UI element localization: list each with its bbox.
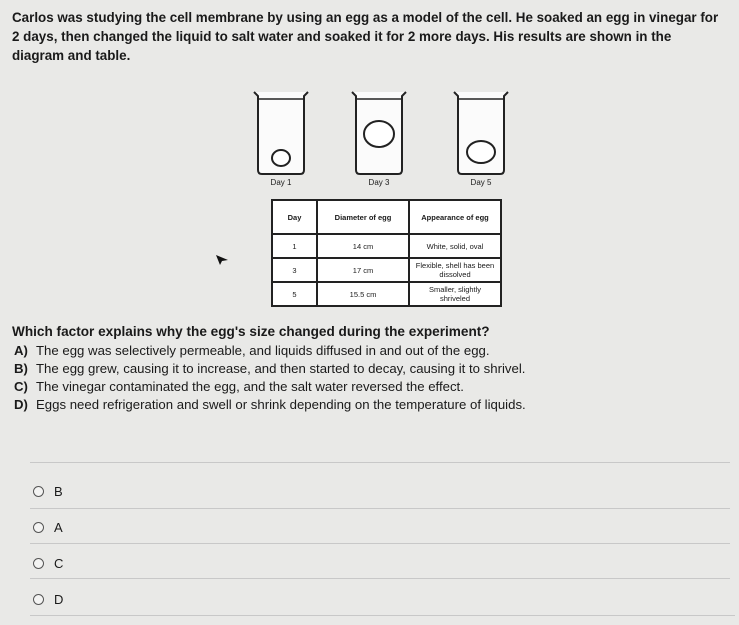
answer-option-a[interactable]: [33, 520, 63, 535]
radio-button-b[interactable]: [33, 486, 44, 497]
choice-b: [14, 360, 526, 378]
answer-option-b[interactable]: [33, 484, 63, 499]
table-header-appearance: Appearance of egg: [409, 200, 501, 234]
choice-d-letter: D): [14, 397, 28, 412]
choice-b-text: The egg grew, causing it to increase, and then started to decay, causing it to shrivel.: [36, 361, 526, 376]
answer-option-b-label: B: [54, 484, 63, 499]
question-intro-text: Carlos was studying the cell membrane by using an egg as a model of the cell. He soaked an egg in vinegar for 2 days, then changed the liquid to salt water and soaked it for 2 more days. His results are shown in the diagram and table.: [12, 10, 719, 63]
radio-button-a[interactable]: [33, 522, 44, 533]
table-cell: 1: [272, 234, 317, 258]
beaker-day-3-label: Day 3: [368, 178, 390, 187]
choice-c-text: The vinegar contaminated the egg, and the salt water reversed the effect.: [36, 379, 464, 394]
table-row: [272, 282, 501, 306]
divider: [30, 615, 735, 616]
choice-c-letter: C): [14, 379, 28, 394]
answer-option-c-label: C: [54, 556, 64, 571]
beaker-day-1-label: Day 1: [270, 178, 292, 187]
beaker-day-5: [450, 86, 512, 187]
answer-option-c[interactable]: [33, 556, 63, 571]
choice-a-text: The egg was selectively permeable, and liquids diffused in and out of the egg.: [36, 343, 490, 358]
choice-list: [14, 342, 526, 414]
table-cell: Smaller, slightly shriveled: [409, 282, 501, 306]
choice-a-letter: A): [14, 343, 28, 358]
table-cell: 15.5 cm: [317, 282, 409, 306]
table-row: [272, 258, 501, 282]
beaker-day-3-icon: [348, 86, 410, 176]
choice-b-letter: B): [14, 361, 28, 376]
beaker-day-5-icon: [450, 86, 512, 176]
table-cell: 14 cm: [317, 234, 409, 258]
radio-button-d[interactable]: [33, 594, 44, 605]
table-cell: Flexible, shell has been dissolved: [409, 258, 501, 282]
radio-button-c[interactable]: [33, 558, 44, 569]
table-cell: 5: [272, 282, 317, 306]
answer-option-a-label: A: [54, 520, 63, 535]
choice-d-text: Eggs need refrigeration and swell or shrink depending on the temperature of liquids.: [36, 397, 526, 412]
table-cell: White, solid, oval: [409, 234, 501, 258]
beaker-diagram: [250, 86, 520, 196]
beaker-day-1: [250, 86, 312, 187]
answer-option-d-label: D: [54, 592, 64, 607]
table-cell: 3: [272, 258, 317, 282]
beaker-day-1-icon: [250, 86, 312, 176]
table-header-row: [272, 200, 501, 234]
table-row: [272, 234, 501, 258]
divider: [30, 578, 730, 579]
table-header-diameter: Diameter of egg: [317, 200, 409, 234]
table-cell: 17 cm: [317, 258, 409, 282]
divider: [30, 508, 730, 509]
choice-c: [14, 378, 526, 396]
table-header-day: Day: [272, 200, 317, 234]
choice-d: [14, 396, 526, 414]
results-table: [271, 199, 502, 307]
beaker-day-5-label: Day 5: [470, 178, 492, 187]
beaker-day-3: [348, 86, 410, 187]
choice-a: [14, 342, 526, 360]
mouse-cursor-icon: [215, 253, 229, 271]
divider: [30, 543, 730, 544]
question-text: Which factor explains why the egg's size changed during the experiment?: [12, 324, 490, 339]
answer-option-d[interactable]: [33, 592, 63, 607]
divider: [30, 462, 730, 463]
